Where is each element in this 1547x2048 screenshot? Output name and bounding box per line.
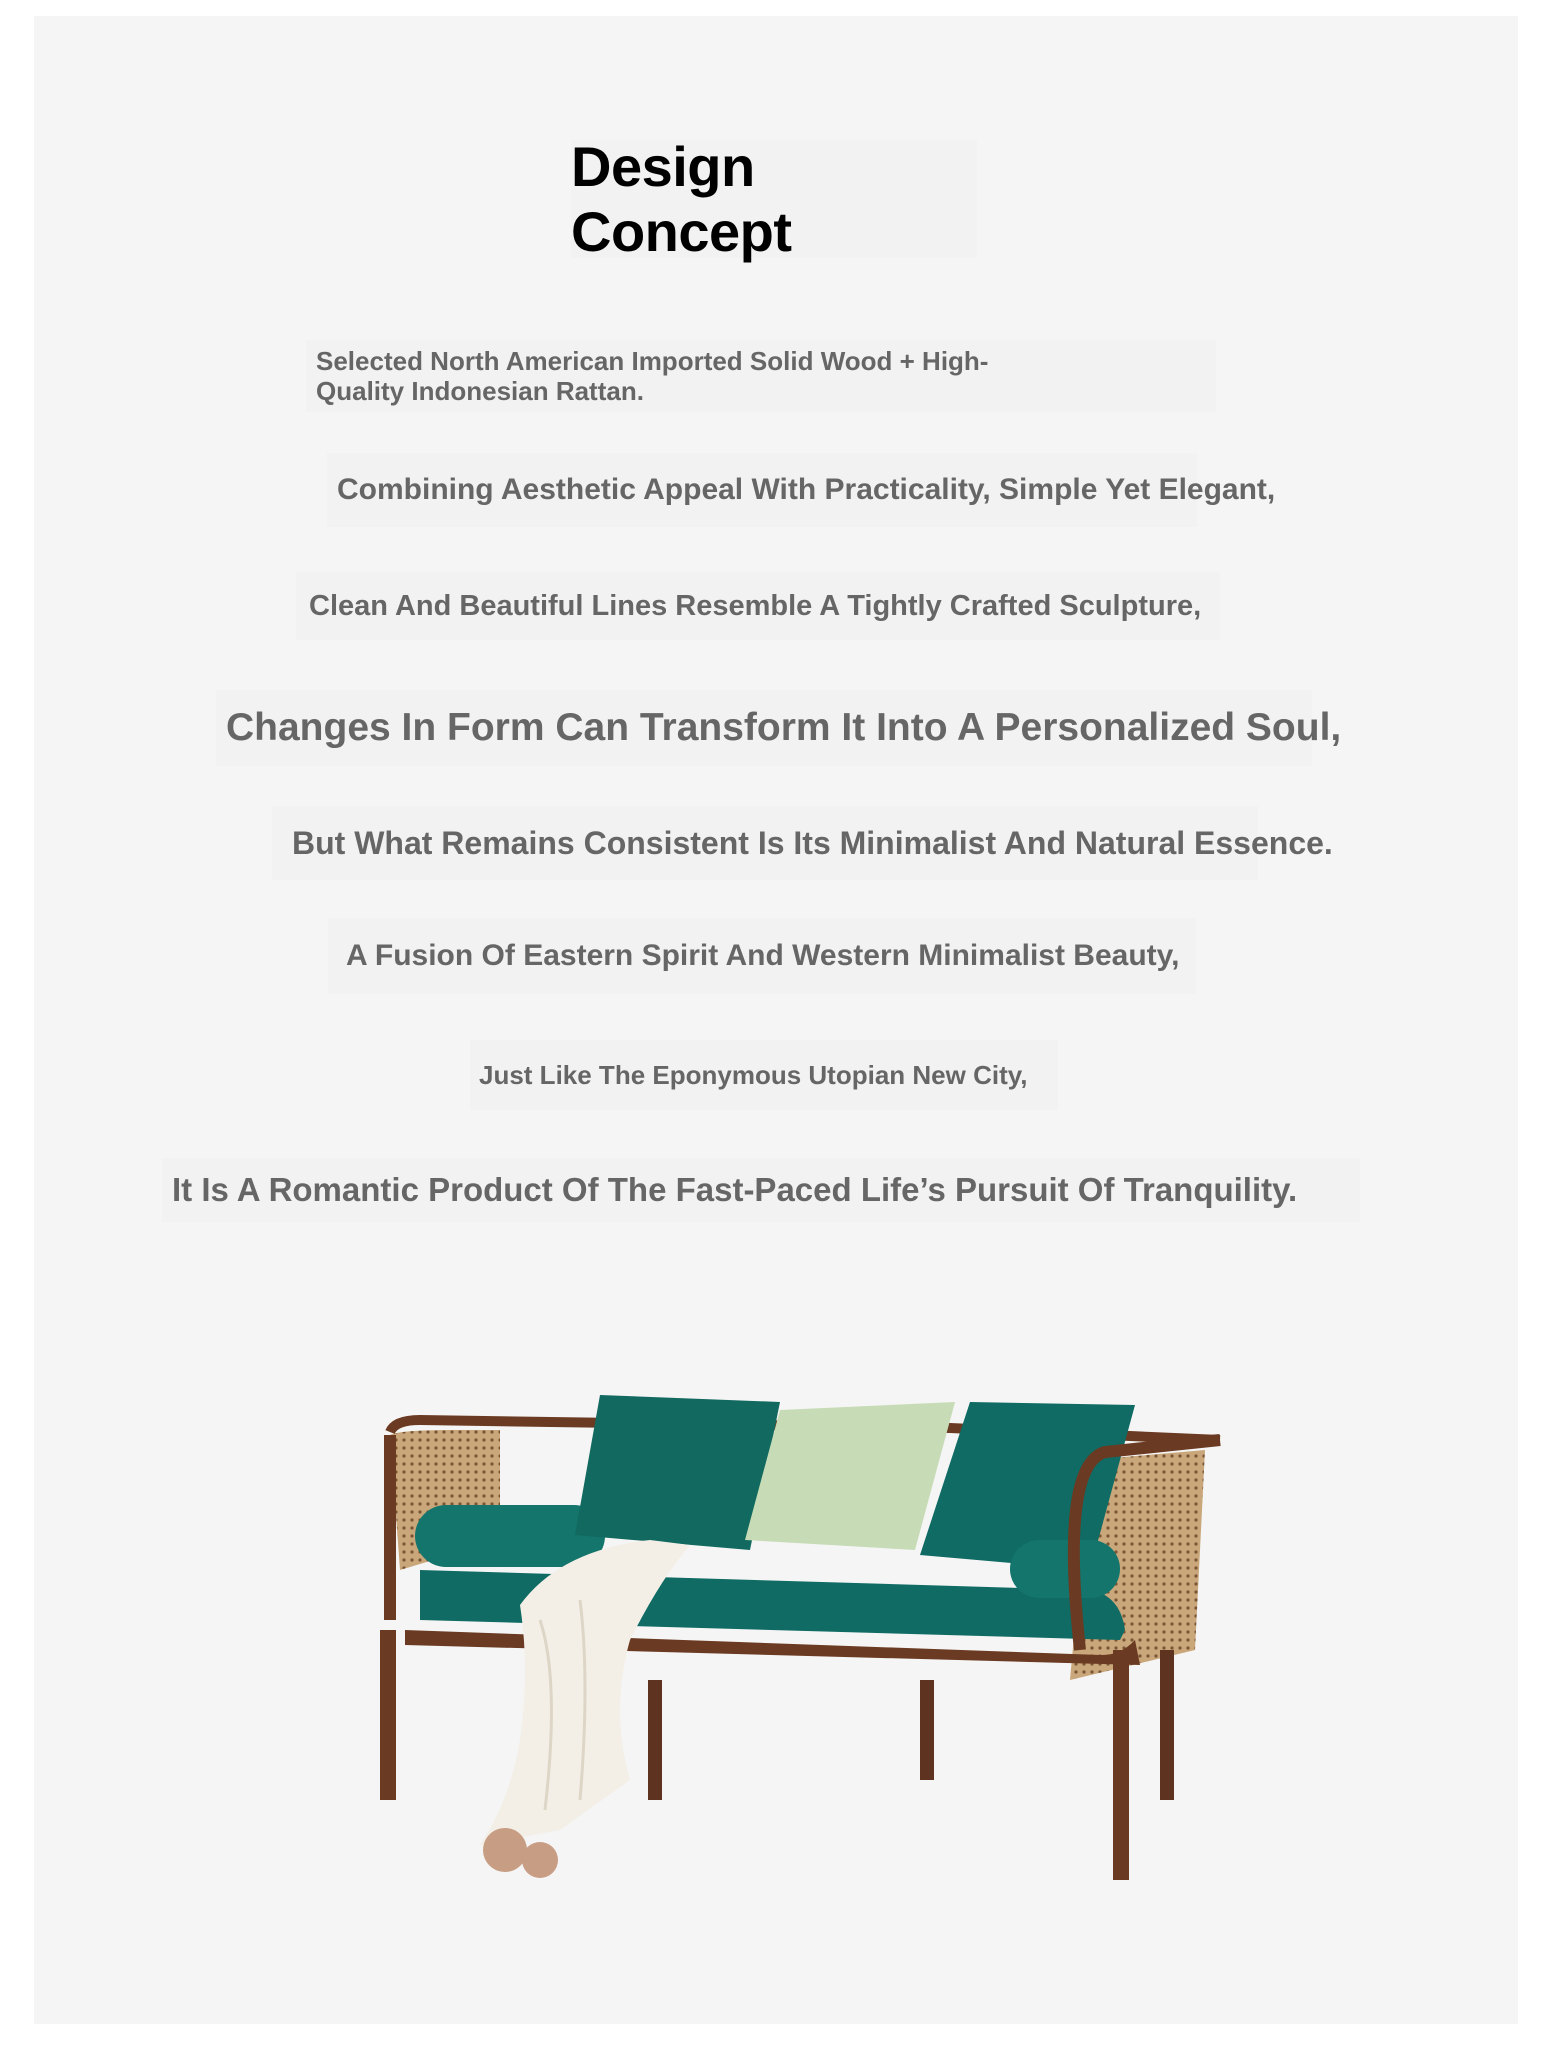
concept-line-2: Combining Aesthetic Appeal With Practicality, Simple Yet Elegant, [327, 453, 1197, 527]
sofa-product-image [360, 1380, 1230, 1900]
concept-line-3: Clean And Beautiful Lines Resemble A Tightly Crafted Sculpture, [296, 572, 1220, 640]
page-title: Design Concept [571, 135, 792, 263]
title-box [571, 135, 977, 263]
concept-line-6: A Fusion Of Eastern Spirit And Western Minimalist Beauty, [328, 918, 1196, 994]
concept-line-7: Just Like The Eponymous Utopian New City, [470, 1040, 1058, 1110]
concept-line-5: But What Remains Consistent Is Its Minimalist And Natural Essence. [272, 806, 1258, 880]
concept-line-1 [306, 340, 1216, 412]
concept-line-1-text: Selected North American Imported Solid Wood + High-Quality Indonesian Rattan. [316, 346, 989, 406]
concept-line-4: Changes In Form Can Transform It Into A Personalized Soul, [216, 690, 1312, 766]
concept-line-8: It Is A Romantic Product Of The Fast-Paced Life’s Pursuit Of Tranquility. [162, 1158, 1360, 1222]
